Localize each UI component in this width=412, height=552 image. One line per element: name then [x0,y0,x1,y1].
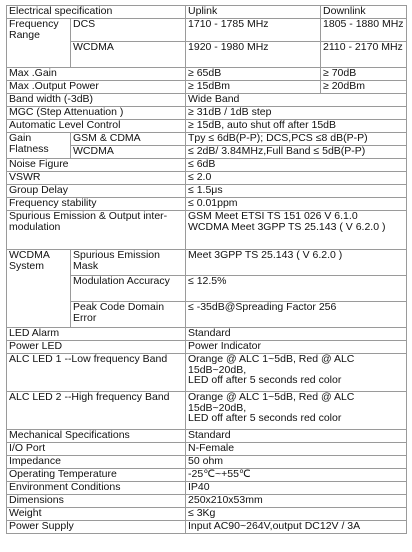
alc-label: Automatic Level Control [7,120,186,133]
spurious-gsm: GSM Meet ETSI TS 151 026 V 6.1.0 [188,210,358,222]
noise-value: ≤ 6dB [186,159,407,172]
impedance-value: 50 ohm [186,456,407,469]
flatness-label: Gain Flatness [7,133,71,159]
alc-led1-label: ALC LED 1 --Low frequency Band [7,354,186,392]
table-row [7,354,407,392]
table-row [7,68,407,81]
table-row [7,120,407,133]
table-row [7,392,407,430]
wcdma-system-label: WCDMA System [7,250,71,328]
table-row [7,469,407,482]
table-row [7,94,407,107]
vswr-value: ≤ 2.0 [186,172,407,185]
flatness-gsm-label: GSM & CDMA [71,133,186,146]
group-delay-value: ≤ 1.5μs [186,185,407,198]
header-row [7,6,407,19]
freq-wcdma-uplink: 1920 - 1980 MHz [186,42,321,68]
freq-dcs-downlink: 1805 - 1880 MHz [321,19,407,42]
max-gain-downlink: ≥ 70dB [321,68,407,81]
wcdma-sem-value: Meet 3GPP TS 25.143 ( V 6.2.0 ) [186,250,407,276]
table-row [7,495,407,508]
bandwidth-value: Wide Band [186,94,407,107]
weight-label: Weight [7,508,186,521]
alc-led1-value: Orange @ ALC 1~5dB, Red @ ALC 15dB~20dB, LED off after 5 seconds red color [186,354,407,392]
op-temp-label: Operating Temperature [7,469,186,482]
io-port-value: N-Female [186,443,407,456]
spec-table [6,5,407,534]
flatness-wcdma-value: ≤ 2dB/ 3.84MHz,Full Band ≤ 5dB(P-P) [186,146,407,159]
table-row [7,172,407,185]
freq-stability-label: Frequency stability [7,198,186,211]
table-row [7,133,407,146]
wcdma-pcde-value: ≤ -35dB@Spreading Factor 256 [186,302,407,328]
vswr-label: VSWR [7,172,186,185]
table-row [7,430,407,443]
table-row [7,211,407,250]
flatness-wcdma-label: WCDMA [71,146,186,159]
weight-value: ≤ 3Kg [186,508,407,521]
table-row [7,456,407,469]
noise-label: Noise Figure [7,159,186,172]
mech-label: Mechanical Specifications [7,430,186,443]
table-row [7,19,407,42]
group-delay-label: Group Delay [7,185,186,198]
wcdma-mod-label: Modulation Accuracy [71,276,186,302]
impedance-label: Impedance [7,456,186,469]
dimensions-value: 250x210x53mm [186,495,407,508]
freq-dcs-label: DCS [71,19,186,42]
freq-dcs-uplink: 1710 - 1785 MHz [186,19,321,42]
power-supply-label: Power Supply [7,521,186,534]
spurious-wcdma: WCDMA Meet 3GPP TS 25.143 ( V 6.2.0 ) [188,220,386,233]
table-row [7,482,407,495]
table-row [7,198,407,211]
wcdma-sem-label: Spurious Emission Mask [71,250,186,276]
alc-led2-label: ALC LED 2 --High frequency Band [7,392,186,430]
freq-range-label: Frequency Range [7,19,71,68]
bandwidth-label: Band width (-3dB) [7,94,186,107]
freq-stability-value: ≤ 0.01ppm [186,198,407,211]
alc-led2-value: Orange @ ALC 1~5dB, Red @ ALC 15dB~20dB, LED off after 5 seconds red color [186,392,407,430]
env-label: Environment Conditions [7,482,186,495]
mgc-label: MGC (Step Attenuation ) [7,107,186,120]
header-uplink: Uplink [186,6,321,19]
mech-value: Standard [186,430,407,443]
wcdma-mod-value: ≤ 12.5% [186,276,407,302]
table-row [7,159,407,172]
op-temp-value: -25℃~+55℃ [186,469,407,482]
table-row [7,328,407,341]
freq-wcdma-label: WCDMA [71,42,186,68]
max-gain-uplink: ≥ 65dB [186,68,321,81]
table-row [7,107,407,120]
max-power-label: Max .Output Power [7,81,186,94]
table-row [7,508,407,521]
alc-value: ≥ 15dB, auto shut off after 15dB [186,120,407,133]
env-value: IP40 [186,482,407,495]
table-row [7,81,407,94]
power-led-label: Power LED [7,341,186,354]
led-alarm-label: LED Alarm [7,328,186,341]
table-row [7,521,407,534]
max-power-downlink: ≥ 20dBm [321,81,407,94]
spurious-label: Spurious Emission & Output inter-modulation [7,211,186,250]
table-row [7,341,407,354]
led-alarm-value: Standard [186,328,407,341]
power-led-value: Power Indicator [186,341,407,354]
dimensions-label: Dimensions [7,495,186,508]
power-supply-value: Input AC90~264V,output DC12V / 3A [186,521,407,534]
table-row [7,185,407,198]
io-port-label: I/O Port [7,443,186,456]
header-downlink: Downlink [321,6,407,19]
freq-wcdma-downlink: 2110 - 2170 MHz [321,42,407,68]
mgc-value: ≥ 31dB / 1dB step [186,107,407,120]
header-spec: Electrical specification [7,6,186,19]
wcdma-pcde-label: Peak Code Domain Error [71,302,186,328]
max-power-uplink: ≥ 15dBm [186,81,321,94]
spurious-value [186,211,407,250]
max-gain-label: Max .Gain [7,68,186,81]
table-row [7,443,407,456]
flatness-gsm-value: Tpy ≤ 6dB(P-P); DCS,PCS ≤8 dB(P-P) [186,133,407,146]
table-row [7,250,407,276]
